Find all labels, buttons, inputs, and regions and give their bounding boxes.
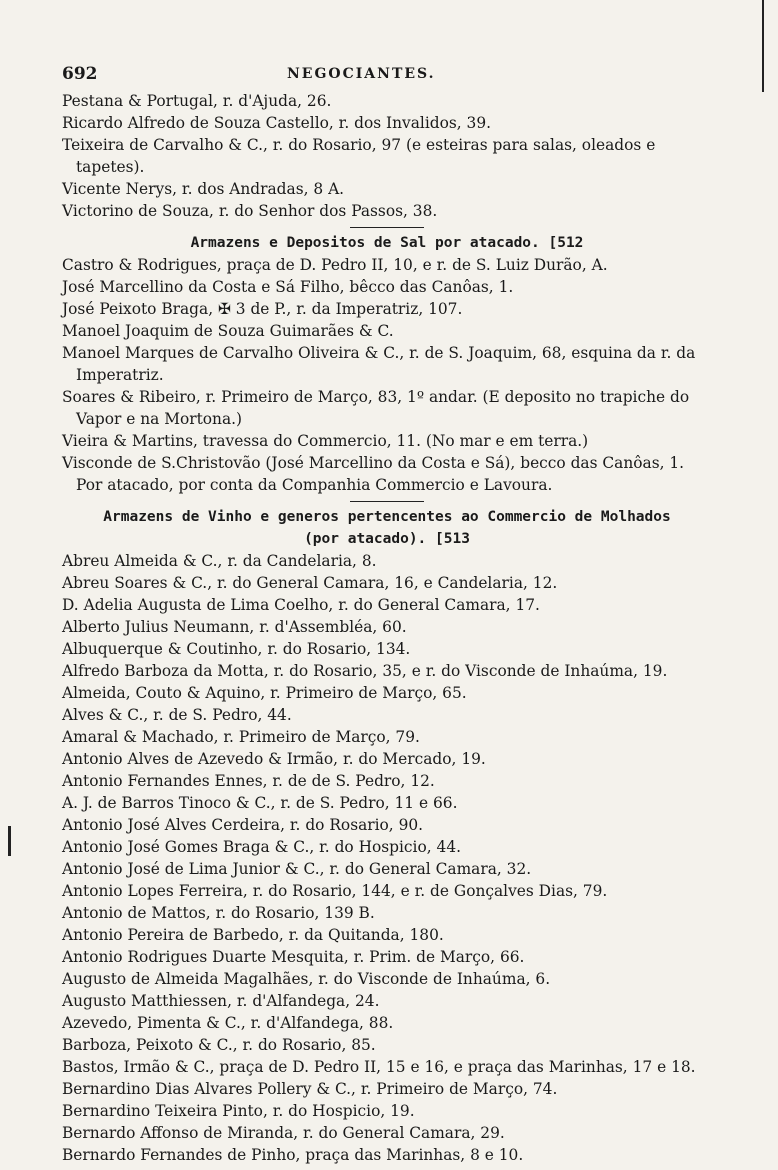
list-item: Azevedo, Pimenta & C., r. d'Alfandega, 88.: [62, 1014, 394, 1032]
list-item: Amaral & Machado, r. Primeiro de Março, 79.: [62, 728, 420, 746]
margin-rule: [762, 0, 764, 92]
list-item: Albuquerque & Coutinho, r. do Rosario, 134.: [62, 640, 411, 658]
list-item: Abreu Soares & C., r. do General Camara, 16, e Candelaria, 12.: [62, 574, 558, 592]
list-item: José Peixoto Braga, ✠ 3 de P., r. da Imperatriz, 107.: [62, 300, 463, 318]
list-item: Antonio Alves de Azevedo & Irmão, r. do Mercado, 19.: [62, 750, 486, 768]
list-item: Soares & Ribeiro, r. Primeiro de Março, 83, 1º andar. (E deposito no trapiche do Vapor e na Mortona.): [62, 388, 690, 428]
list-item: Visconde de S.Christovão (José Marcellino da Costa e Sá), becco das Canôas, 1. Por atacado, por conta da Companhia Commercio e Lavoura.: [62, 454, 685, 494]
list-item: Augusto de Almeida Magalhães, r. do Visconde de Inhaúma, 6.: [62, 970, 551, 988]
list-item: Almeida, Couto & Aquino, r. Primeiro de Março, 65.: [62, 684, 467, 702]
list-item: Victorino de Souza, r. do Senhor dos Passos, 38.: [62, 202, 438, 220]
running-title: NEGOCIANTES.: [287, 66, 436, 82]
list-item: Alfredo Barboza da Motta, r. do Rosario, 35, e r. do Visconde de Inhaúma, 19.: [62, 662, 668, 680]
list-item: Vicente Nerys, r. dos Andradas, 8 A.: [62, 180, 345, 198]
list-item: Barboza, Peixoto & C., r. do Rosario, 85.: [62, 1036, 376, 1054]
section-title-sal: Armazens e Depositos de Sal por atacado. [512: [190, 235, 584, 251]
list-item: Bernardino Dias Alvares Pollery & C., r. Primeiro de Março, 74.: [62, 1080, 558, 1098]
list-item: Castro & Rodrigues, praça de D. Pedro II, 10, e r. de S. Luiz Durão, A.: [62, 256, 608, 274]
section-rule: [350, 501, 424, 502]
page-content: [62, 64, 712, 1166]
list-item: A. J. de Barros Tinoco & C., r. de S. Pedro, 11 e 66.: [62, 794, 458, 812]
page-number: 692: [62, 64, 98, 84]
list-item: Manoel Joaquim de Souza Guimarães & C.: [62, 322, 394, 340]
list-item: Bernardo Affonso de Miranda, r. do General Camara, 29.: [62, 1124, 505, 1142]
list-item: Antonio Pereira de Barbedo, r. da Quitanda, 180.: [62, 926, 444, 944]
list-item: Vieira & Martins, travessa do Commercio, 11. (No mar e em terra.): [62, 432, 589, 450]
list-item: Ricardo Alfredo de Souza Castello, r. dos Invalidos, 39.: [62, 114, 492, 132]
list-item: Abreu Almeida & C., r. da Candelaria, 8.: [62, 552, 377, 570]
list-item: Antonio José Alves Cerdeira, r. do Rosario, 90.: [62, 816, 424, 834]
list-item: Alberto Julius Neumann, r. d'Assembléa, 60.: [62, 618, 407, 636]
list-item: Pestana & Portugal, r. d'Ajuda, 26.: [62, 92, 332, 110]
list-item: Teixeira de Carvalho & C., r. do Rosario, 97 (e esteiras para salas, oleados e tapetes).: [62, 136, 656, 176]
list-item: Bastos, Irmão & C., praça de D. Pedro II, 15 e 16, e praça das Marinhas, 17 e 18.: [62, 1058, 696, 1076]
list-item: Antonio José de Lima Junior & C., r. do General Camara, 32.: [62, 860, 532, 878]
section-title-vinho: Armazens de Vinho e generos pertencentes ao Commercio de Molhados: [103, 509, 671, 525]
list-item: José Marcellino da Costa e Sá Filho, bêcco das Canôas, 1.: [62, 278, 514, 296]
entries-vinho: [62, 550, 712, 1166]
list-item: Augusto Matthiessen, r. d'Alfandega, 24.: [62, 992, 380, 1010]
list-item: Alves & C., r. de S. Pedro, 44.: [62, 706, 292, 724]
page-header: [62, 64, 712, 90]
list-item: Antonio Fernandes Ennes, r. de de S. Pedro, 12.: [62, 772, 435, 790]
list-item: Antonio José Gomes Braga & C., r. do Hospicio, 44.: [62, 838, 462, 856]
list-item: Bernardino Teixeira Pinto, r. do Hospicio, 19.: [62, 1102, 415, 1120]
list-item: Antonio de Mattos, r. do Rosario, 139 B.: [62, 904, 375, 922]
list-item: Antonio Lopes Ferreira, r. do Rosario, 144, e r. de Gonçalves Dias, 79.: [62, 882, 608, 900]
entries-sal: [62, 254, 712, 496]
list-item: Manoel Marques de Carvalho Oliveira & C., r. de S. Joaquim, 68, esquina da r. da Imperatriz.: [62, 344, 696, 384]
section-rule: [350, 227, 424, 228]
list-item: Bernardo Fernandes de Pinho, praça das Marinhas, 8 e 10.: [62, 1146, 524, 1164]
margin-mark: [8, 826, 11, 856]
section-subtitle-vinho: (por atacado). [513: [304, 531, 470, 547]
list-item: D. Adelia Augusta de Lima Coelho, r. do General Camara, 17.: [62, 596, 540, 614]
entries-top: [62, 90, 712, 222]
list-item: Antonio Rodrigues Duarte Mesquita, r. Prim. de Março, 66.: [62, 948, 525, 966]
